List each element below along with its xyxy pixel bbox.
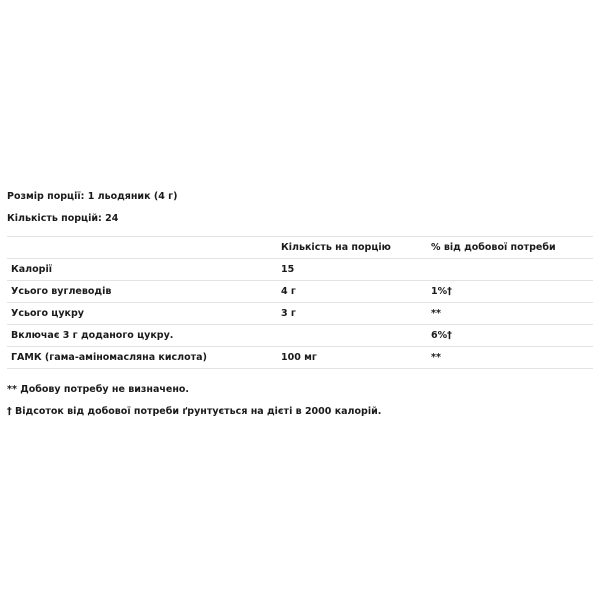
header-nutrient (7, 237, 277, 259)
footnotes (7, 383, 593, 419)
table-row (7, 281, 593, 303)
table-row (7, 347, 593, 369)
nutrition-facts-panel (7, 190, 593, 427)
nutrient-daily-value (427, 259, 593, 281)
table-row (7, 303, 593, 325)
nutrient-name: Усього цукру (7, 303, 277, 325)
footnote-daily-value-basis: † Відсоток від добової потреби ґрунтується на дієті в 2000 калорій. (7, 406, 382, 417)
nutrient-amount (277, 325, 427, 347)
nutrient-daily-value: 1%† (427, 281, 593, 303)
table-row (7, 259, 593, 281)
nutrient-amount: 3 г (277, 303, 427, 325)
nutrient-name: ГАМК (гама-аміномасляна кислота) (7, 347, 277, 369)
table-header-row (7, 237, 593, 259)
nutrition-table (7, 236, 593, 369)
servings-count-text: Кількість порцій: 24 (7, 213, 119, 224)
footnote-not-established: ** Добову потребу не визначено. (7, 384, 190, 395)
nutrient-name: Усього вуглеводів (7, 281, 277, 303)
nutrient-amount: 4 г (277, 281, 427, 303)
nutrient-daily-value: ** (427, 303, 593, 325)
nutrient-daily-value: ** (427, 347, 593, 369)
nutrient-amount: 15 (277, 259, 427, 281)
nutrient-name: Калорії (7, 259, 277, 281)
table-row (7, 325, 593, 347)
header-amount-per-serving: Кількість на порцію (277, 237, 427, 259)
nutrient-name: Включає 3 г доданого цукру. (7, 325, 277, 347)
serving-size-text: Розмір порції: 1 льодяник (4 г) (7, 191, 178, 202)
nutrient-daily-value: 6%† (427, 325, 593, 347)
header-daily-value: % від добової потреби (427, 237, 593, 259)
nutrient-amount: 100 мг (277, 347, 427, 369)
